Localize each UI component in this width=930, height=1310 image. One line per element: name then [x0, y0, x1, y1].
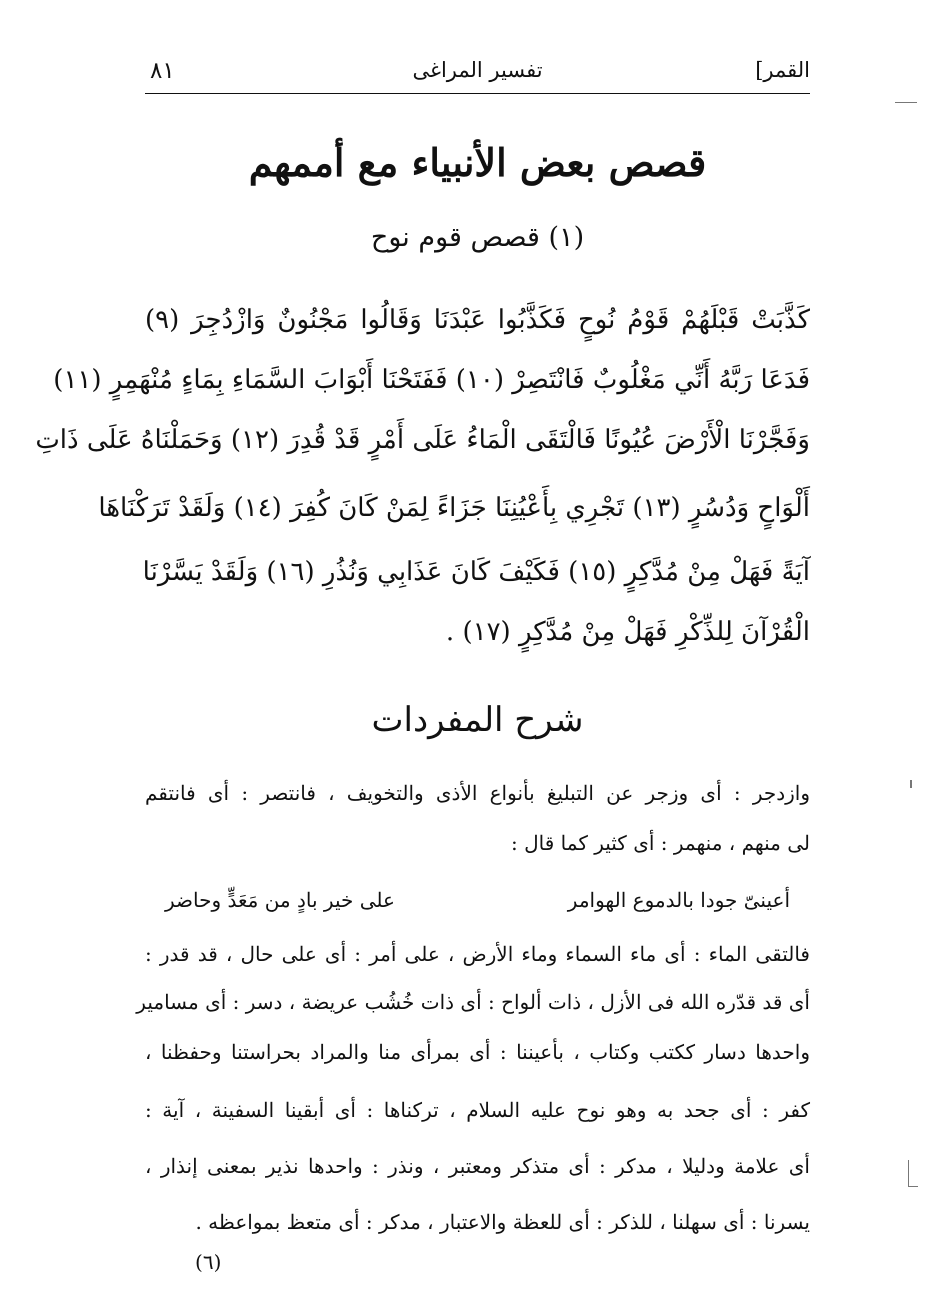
signature-mark: (٦) [195, 1250, 222, 1274]
poem-hemistich-right: أعينىّ جودا بالدموع الهوامر [567, 888, 790, 912]
running-header [145, 48, 810, 98]
page-number: ٨١ [150, 58, 175, 84]
verse-line: فَدَعَا رَبَّهُ أَنِّي مَغْلُوبٌ فَانْتَصِرْ (١٠) فَفَتَحْنَا أَبْوَابَ السَّمَاءِ بِمَاءٍ مُنْهَمِرٍ (١١) [53, 365, 810, 395]
gloss-line: يسرنا : أى سهلنا ، للذكر : أى للعظة والاعتبار ، مدكر : أى متعظ بمواعظه . [195, 1210, 810, 1234]
chapter-subtitle: (١) قصص قوم نوح [370, 222, 585, 253]
gloss-line: وازدجر : أى وزجر عن التبليغ بأنواع الأذى والتخويف ، فانتصر : أى فانتقم [145, 781, 810, 805]
gloss-line: أى علامة ودليلا ، مدكر : أى متذكر ومعتبر ، ونذر : واحدها نذير بمعنى إنذار ، [145, 1154, 810, 1178]
scan-mark [908, 1186, 918, 1187]
surah-name: القمر] [755, 58, 810, 82]
poem-hemistich-left: على خير بادٍ من مَعَدٍّ وحاضر [165, 888, 395, 912]
scan-mark [895, 102, 917, 103]
poem-verse [165, 880, 790, 924]
gloss-line: فالتقى الماء : أى ماء السماء وماء الأرض ، على أمر : أى على حال ، قد قدر : [145, 942, 810, 966]
verse-line: أَلْوَاحٍ وَدُسُرٍ (١٣) تَجْرِي بِأَعْيُنِنَا جَزَاءً لِمَنْ كَانَ كُفِرَ (١٤) وَلَقَدْ تَرَكْنَاهَا [98, 493, 810, 523]
section-title: شرح المفردات [371, 700, 584, 740]
verse-line: الْقُرْآنَ لِلذِّكْرِ فَهَلْ مِنْ مُدَّكِرٍ (١٧) . [445, 617, 810, 647]
gloss-line: كفر : أى جحد به وهو نوح عليه السلام ، تركناها : أى أبقينا السفينة ، آية : [145, 1098, 810, 1122]
scan-mark [908, 1160, 909, 1186]
gloss-line: أى قد قدّره الله فى الأزل ، ذات ألواح : أى ذات خُشُب عريضة ، دسر : أى مسامير [136, 990, 810, 1014]
gloss-line: لى منهم ، منهمر : أى كثير كما قال : [511, 831, 810, 855]
book-title: تفسير المراغى [412, 58, 543, 82]
verse-line: وَفَجَّرْنَا الْأَرْضَ عُيُونًا فَالْتَقَى الْمَاءُ عَلَى أَمْرٍ قَدْ قُدِرَ (١٢) وَحَمَلْنَاهُ عَلَى ذَاتِ [35, 425, 810, 455]
verse-line: آيَةً فَهَلْ مِنْ مُدَّكِرٍ (١٥) فَكَيْفَ كَانَ عَذَابِي وَنُذُرِ (١٦) وَلَقَدْ يَسَّرْنَا [142, 557, 810, 587]
gloss-line: واحدها دسار ككتب وكتاب ، بأعيننا : أى بمرأى منا والمراد بحراستنا وحفظنا ، [145, 1040, 810, 1064]
chapter-title: قصص بعض الأنبياء مع أممهم [248, 140, 707, 185]
scan-mark [910, 780, 912, 788]
verse-line: كَذَّبَتْ قَبْلَهُمْ قَوْمُ نُوحٍ فَكَذَّبُوا عَبْدَنَا وَقَالُوا مَجْنُونٌ وَازْدُجِرَ (٩) [145, 305, 810, 335]
header-rule [145, 93, 810, 94]
